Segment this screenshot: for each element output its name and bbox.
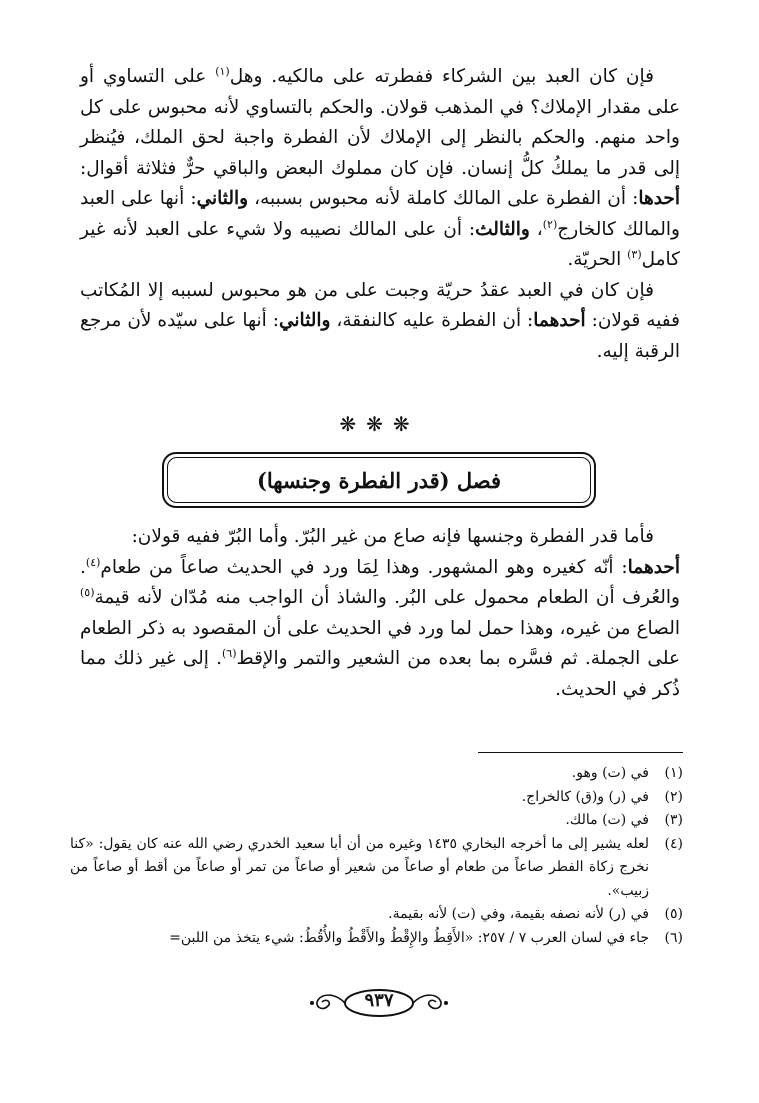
term-ahaduhuma: أحدهما [533,310,586,331]
paragraph-slave-partners: فإن كان العبد بين الشركاء ففطرته على مالكيه. وهل$^{(١)}$ على التساوي أو على مقدار الإملاك؟ في المذهب قولان. والحكم بالتساوي لأنه محبوس على كل واحد منهم. والحكم بالنظر إلى الإملاك لأن الفطرة واجبة لحق الملك، فيُنظر إلى قدر ما يملكُ كلُّ إنسان. فإن كان مملوك البعض والباقي حرٌّ فثلاثة أقوال: أحدها: أن الفطرة على المالك كاملة لأنه محبوس بسببه، والثاني: أنها على العبد والمالك كالخارج$^{(٢)}$، والثالث: أن على المالك نصيبه ولا شيء على العبد لأنه غير كامل$^{(٣)}$ الحريّة. [80,64,681,270]
footnote-item [70,903,683,927]
footnote-ref-1[interactable]: (١) [215,64,230,78]
footnote-text: في (ت) وهو. [571,765,649,781]
page-number: ٩٣٧ [364,990,394,1011]
chapter-heading-frame [162,452,596,508]
footnote-item [70,786,683,810]
footnote-ref-6[interactable]: (٦) [222,646,237,660]
footnote-text: في (ر) و(ق) كالخراج. [521,788,649,805]
term-thalith: والثالث [475,218,530,240]
footnote-item [70,833,683,904]
main-text-block [80,62,680,367]
term-thani: والثاني [278,310,331,331]
footnote-text: في (ر) لأنه نصفه بقيمة، وفي (ت) لأنه بقيمة. [388,906,649,922]
footnote-text: جاء في لسان العرب ٧ / ٢٥٧: «الأَقِطُ والإِقْطُ والأَقْطُ والأُقُطُ: شيء يتخذ من اللبن= [169,929,649,946]
term-ahaduhuma: أحدهما [627,556,680,578]
term-thani: والثاني [196,188,249,209]
page-number-ornament [304,986,454,1020]
footnote-item [70,762,683,786]
section-separator-stars: ❋❋❋ [339,412,420,436]
term-ahaduha: أحدها [638,188,681,209]
footnote-ref-5[interactable]: (٥) [80,585,95,599]
footnote-number: (١) [664,765,683,781]
footnote-number: (٦) [664,929,683,946]
footnote-number: (٥) [664,906,683,922]
footnote-number: (٣) [664,812,683,828]
footnote-separator [478,752,683,753]
footnote-number: (٤) [664,835,683,852]
footnote-ref-3[interactable]: (٣) [627,247,642,261]
footnote-item [70,927,683,951]
footnote-item [70,809,683,833]
footnote-number: (٢) [664,788,683,805]
section-fitra-amount [80,522,680,705]
footnote-text: في (ت) مالك. [565,812,649,828]
paragraph-mukatab: فإن كان في العبد عقدُ حريّة وجبت على من هو محبوس لسببه إلا المُكاتب ففيه قولان: أحدهما: أن الفطرة عليه كالنفقة، والثاني: أنها على سيّده لأن مرجع الرقبة إليه. [80,279,681,362]
chapter-heading: فصل (قدر الفطرة وجنسها) [256,467,502,493]
footnote-text: لعله يشير إلى ما أخرجه البخاري ١٤٣٥ وغيره من أن أبا سعيد الخدري رضي الله عنه كان يقول: «كنا نخرج زكاة الفطر صاعاً من طعام أو صاعاً من شعير أو صاعاً من تمر أو صاعاً من أقط أو صاعاً من زبيب». [70,835,649,899]
footnote-ref-2[interactable]: (٢) [542,217,558,231]
paragraph-amount-intro: فأما قدر الفطرة وجنسها فإنه صاع من غير البُرّ. وأما البُرّ ففيه قولان: [131,526,654,547]
paragraph-amount-opinions: أحدهما: أنّه كغيره وهو المشهور. وهذا لِمَا ورد في الحديث صاعاً من طعام$^{(٤)}$. والعُرف أن الطعام محمول على البُر. والشاذ أن الواجب منه مُدّان لأنه قيمة$^{(٥)}$ الصاع من غيره، وهذا حمل لما ورد في الحديث على أن المقصود به ذكر الطعام على الجملة. ثم فسَّره بما بعده من الشعير والتمر والإقط$^{(٦)}$. إلى غير ذلك مما ذُكر في الحديث. [80,555,680,700]
footnote-ref-4[interactable]: (٤) [85,555,101,569]
footnotes [70,762,683,950]
